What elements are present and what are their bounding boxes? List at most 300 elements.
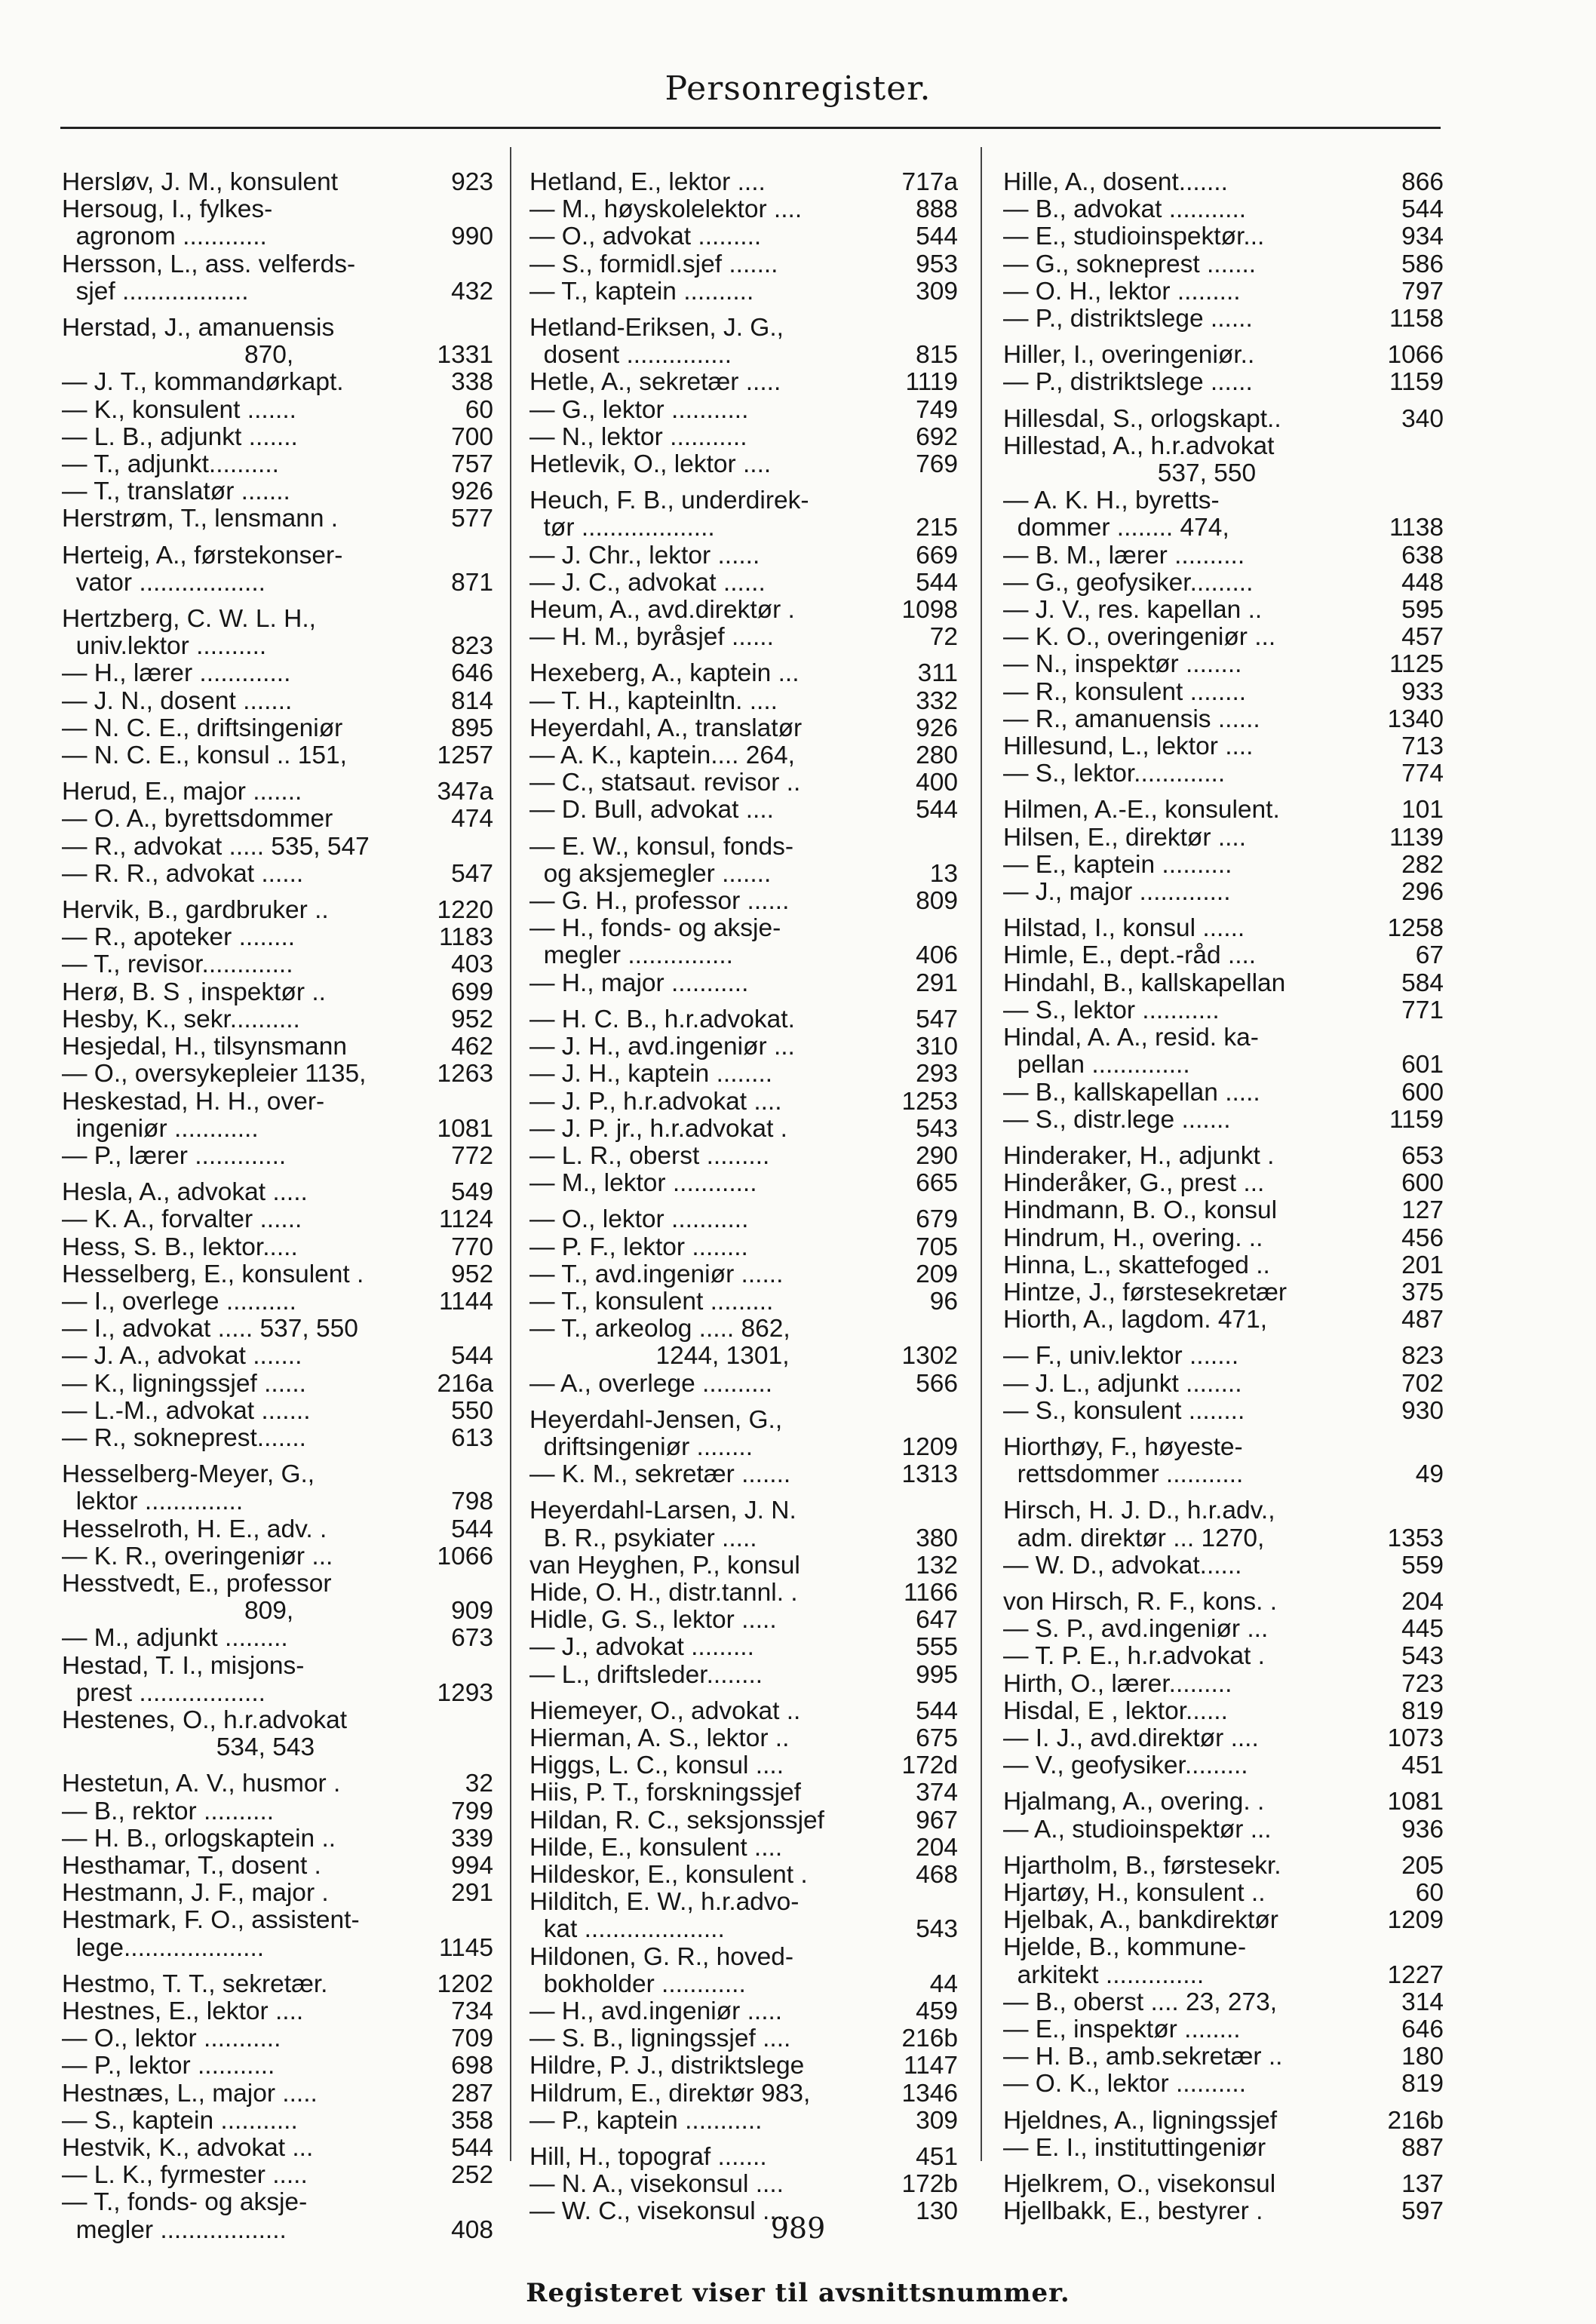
entry-number: 1183 xyxy=(438,923,493,952)
entry-number: 601 xyxy=(1401,1051,1444,1079)
register-entry xyxy=(529,424,958,451)
register-entry xyxy=(529,688,958,715)
entry-text: Hetland-Eriksen, J. G., xyxy=(529,314,784,342)
entry-number: 705 xyxy=(916,1233,958,1261)
entry-text: lektor .............. xyxy=(62,1487,244,1516)
register-entry xyxy=(529,1580,958,1607)
entry-text: — M., lektor ............ xyxy=(529,1169,757,1198)
register-entry xyxy=(529,542,958,569)
entry-text: — O. A., byrettsdommer xyxy=(62,805,333,834)
register-entry xyxy=(62,478,493,505)
entry-text: — I., advokat ..... 537, 550 xyxy=(62,1315,358,1343)
register-entry xyxy=(62,861,493,888)
entry-text: — I. J., avd.direktør .... xyxy=(1003,1724,1259,1752)
register-entry xyxy=(62,223,493,250)
entry-number: 544 xyxy=(451,2134,493,2163)
entry-number: 930 xyxy=(1401,1396,1444,1425)
register-entry xyxy=(529,715,958,742)
register-entry xyxy=(529,569,958,597)
register-entry xyxy=(1003,942,1444,969)
register-entry xyxy=(1003,406,1444,433)
entry-text: — S., kaptein ........... xyxy=(62,2106,298,2135)
entry-text: Hestvik, K., advokat ... xyxy=(62,2134,314,2163)
entry-text: — R. R., advokat ...... xyxy=(62,859,304,888)
register-entry xyxy=(1003,1170,1444,1197)
entry-text: Hestmo, T. T., sekretær. xyxy=(62,1969,328,1998)
entry-number: 172b xyxy=(901,2170,958,2199)
register-entry xyxy=(529,1662,958,1689)
entry-number: 888 xyxy=(916,195,958,224)
entry-text: ingeniør ............ xyxy=(62,1114,259,1143)
entry-text: Hildeskor, E., konsulent . xyxy=(529,1860,808,1889)
register-entry xyxy=(62,1116,493,1143)
entry-text: — P., lektor ........... xyxy=(62,2052,275,2080)
register-entry xyxy=(1003,251,1444,278)
register-entry xyxy=(62,979,493,1006)
register-entry xyxy=(1003,1107,1444,1134)
entry-text: Hinderåker, G., prest ... xyxy=(1003,1169,1265,1198)
entry-number: 445 xyxy=(1401,1615,1444,1644)
entry-number: 1139 xyxy=(1389,823,1444,852)
register-entry xyxy=(1003,1398,1444,1425)
register-entry xyxy=(1003,1752,1444,1779)
entry-number: 702 xyxy=(1401,1369,1444,1398)
register-entry xyxy=(1003,1024,1444,1051)
entry-number: 926 xyxy=(451,477,493,506)
register-entry xyxy=(62,606,493,633)
entry-number: 613 xyxy=(451,1423,493,1452)
entry-text: — S., formidl.sjef ....... xyxy=(529,250,778,278)
register-entry xyxy=(1003,433,1444,460)
entry-text: Hilde, E., konsulent .... xyxy=(529,1833,783,1862)
entry-text: — S., konsulent ........ xyxy=(1003,1396,1245,1425)
register-entry xyxy=(62,742,493,769)
register-entry xyxy=(529,1525,958,1552)
entry-number: 67 xyxy=(1415,941,1444,970)
entry-text: — K., konsulent ....... xyxy=(62,395,296,424)
entry-number: 293 xyxy=(916,1060,958,1088)
entry-text: — C., statsaut. revisor .. xyxy=(529,769,801,797)
entry-text: Herø, B. S , inspektør .. xyxy=(62,978,326,1006)
entry-number: 577 xyxy=(451,505,493,533)
entry-text: 1244, 1301, xyxy=(529,1342,790,1371)
entry-text: Herstad, J., amanuensis xyxy=(62,314,335,342)
register-entry xyxy=(1003,542,1444,569)
register-entry xyxy=(1003,2071,1444,2098)
entry-text: — P., distriktslege ...... xyxy=(1003,368,1253,397)
entry-number: 375 xyxy=(1401,1278,1444,1306)
register-entry xyxy=(62,1907,493,1934)
entry-text: — J. N., dosent ....... xyxy=(62,686,293,715)
entry-text: — R., amanuensis ...... xyxy=(1003,705,1260,733)
entry-text: — N., lektor ........... xyxy=(529,422,747,451)
entry-text: — M., adjunkt ......... xyxy=(62,1624,288,1653)
register-entry xyxy=(1003,1343,1444,1370)
entry-text: Higgs, L. C., konsul .... xyxy=(529,1751,784,1780)
register-entry xyxy=(62,660,493,687)
register-entry xyxy=(529,1343,958,1370)
entry-number: 130 xyxy=(916,2197,958,2226)
register-column-2 xyxy=(529,160,958,2226)
entry-text: Hesstvedt, E., professor xyxy=(62,1569,332,1598)
entry-text: Hille, A., dosent....... xyxy=(1003,168,1228,196)
register-entry xyxy=(62,2135,493,2162)
register-entry xyxy=(529,915,958,942)
entry-number: 717a xyxy=(901,168,958,196)
register-entry xyxy=(529,1634,958,1661)
entry-text: sjef .................. xyxy=(62,277,249,305)
register-entry xyxy=(529,834,958,861)
entry-number: 770 xyxy=(451,1233,493,1261)
entry-text: — J. P., h.r.advokat .... xyxy=(529,1087,782,1116)
register-entry xyxy=(529,2144,958,2171)
register-entry xyxy=(529,1889,958,1916)
register-entry xyxy=(62,1653,493,1680)
register-entry xyxy=(62,342,493,369)
entry-text: Hinna, L., skattefoged .. xyxy=(1003,1251,1270,1279)
entry-number: 358 xyxy=(451,2106,493,2135)
register-entry xyxy=(1003,1051,1444,1079)
entry-number: 457 xyxy=(1401,623,1444,652)
register-entry xyxy=(529,1998,958,2025)
register-entry xyxy=(62,633,493,660)
entry-number: 595 xyxy=(1401,596,1444,625)
entry-number: 132 xyxy=(916,1551,958,1580)
entry-text: Hess, S. B., lektor..... xyxy=(62,1233,298,1261)
entry-text: — T., konsulent ......... xyxy=(529,1287,774,1316)
register-entry xyxy=(62,424,493,451)
register-entry xyxy=(529,2171,958,2198)
register-entry xyxy=(1003,487,1444,514)
register-entry xyxy=(62,1206,493,1233)
register-entry xyxy=(62,1625,493,1652)
entry-text: Hetlevik, O., lektor .... xyxy=(529,450,772,479)
entry-text: — J. L., adjunkt ........ xyxy=(1003,1369,1242,1398)
header-rule xyxy=(60,127,1441,129)
entry-text: — H. M., byråsjef ...... xyxy=(529,623,774,652)
entry-number: 692 xyxy=(916,422,958,451)
register-entry xyxy=(1003,970,1444,997)
entry-text: megler ............... xyxy=(529,941,733,970)
entry-number: 1346 xyxy=(901,2079,958,2108)
entry-text: 537, 550 xyxy=(1003,459,1257,488)
register-entry xyxy=(62,542,493,569)
entry-text: — E., kaptein .......... xyxy=(1003,850,1232,879)
register-entry xyxy=(529,624,958,651)
entry-text: — B., rektor .......... xyxy=(62,1797,275,1825)
entry-text: 809, xyxy=(62,1597,294,1626)
register-entry xyxy=(62,924,493,951)
entry-text: Hjellbakk, E., bestyrer . xyxy=(1003,2197,1263,2226)
entry-number: 314 xyxy=(1401,1988,1444,2016)
entry-number: 819 xyxy=(1401,1696,1444,1725)
entry-number: 1353 xyxy=(1387,1524,1444,1552)
entry-text: Hestenes, O., h.r.advokat xyxy=(62,1705,348,1734)
register-entry xyxy=(62,369,493,396)
entry-text: — J., major ............. xyxy=(1003,878,1231,907)
entry-number: 309 xyxy=(916,2106,958,2135)
entry-text: — P., kaptein ........... xyxy=(529,2106,763,2135)
register-entry xyxy=(529,514,958,542)
register-entry xyxy=(62,1680,493,1707)
register-entry xyxy=(62,897,493,924)
register-entry xyxy=(529,597,958,624)
register-entry xyxy=(1003,1616,1444,1643)
register-entry xyxy=(1003,305,1444,333)
entry-text: — T. P. E., h.r.advokat . xyxy=(1003,1642,1265,1671)
entry-text: Hervik, B., gardbruker .. xyxy=(62,896,329,925)
entry-text: Hjeldnes, A., ligningssjef xyxy=(1003,2106,1278,2135)
register-entry xyxy=(1003,1643,1444,1670)
register-entry xyxy=(62,1061,493,1088)
register-entry xyxy=(1003,1934,1444,1961)
entry-number: 201 xyxy=(1401,1251,1444,1279)
entry-text: — K., ligningssjef ...... xyxy=(62,1369,306,1398)
entry-text: Himle, E., dept.-råd .... xyxy=(1003,941,1257,970)
register-entry xyxy=(529,1088,958,1116)
entry-text: — P., lærer ............. xyxy=(62,1141,287,1170)
entry-number: 646 xyxy=(451,659,493,688)
register-entry xyxy=(62,1288,493,1316)
entry-number: 1119 xyxy=(905,368,958,397)
register-entry xyxy=(1003,706,1444,733)
entry-text: Hildrum, E., direktør 983, xyxy=(529,2079,811,2108)
entry-text: Hertzberg, C. W. L. H., xyxy=(62,605,316,634)
entry-number: 926 xyxy=(916,714,958,742)
register-entry xyxy=(62,1371,493,1398)
entry-number: 309 xyxy=(916,277,958,305)
entry-text: Hestmann, J. F., major . xyxy=(62,1879,329,1908)
entry-number: 814 xyxy=(451,686,493,715)
entry-text: — R., konsulent ........ xyxy=(1003,677,1247,706)
entry-text: — S., lektor ........... xyxy=(1003,996,1220,1024)
entry-number: 675 xyxy=(916,1724,958,1752)
entry-text: — R., apoteker ........ xyxy=(62,923,296,952)
register-entry xyxy=(529,861,958,888)
entry-text: Hierman, A. S., lektor .. xyxy=(529,1724,790,1752)
entry-number: 549 xyxy=(451,1178,493,1207)
entry-text: agronom ............ xyxy=(62,223,267,251)
register-entry xyxy=(1003,1989,1444,2016)
register-entry xyxy=(62,1343,493,1370)
entry-text: — M., høyskolelektor .... xyxy=(529,195,803,224)
register-entry xyxy=(529,942,958,969)
register-entry xyxy=(529,1944,958,1971)
entry-text: — L. B., adjunkt ....... xyxy=(62,422,298,451)
entry-text: — K. A., forvalter ...... xyxy=(62,1205,302,1234)
entry-text: Hinderaker, H., adjunkt . xyxy=(1003,1141,1275,1170)
entry-text: — G., geofysiker......... xyxy=(1003,568,1254,597)
register-entry xyxy=(1003,624,1444,651)
entry-text: — J., advokat ......... xyxy=(529,1633,754,1662)
entry-text: Hisdal, E , lektor...... xyxy=(1003,1696,1228,1725)
entry-number: 280 xyxy=(916,741,958,770)
entry-number: 180 xyxy=(1401,2043,1444,2071)
register-entry xyxy=(529,2052,958,2080)
entry-text: Hjartøy, H., konsulent .. xyxy=(1003,1878,1266,1907)
register-entry xyxy=(529,1607,958,1634)
entry-number: 799 xyxy=(451,1797,493,1825)
register-entry xyxy=(1003,797,1444,824)
register-entry xyxy=(529,487,958,514)
register-entry xyxy=(1003,1143,1444,1170)
entry-text: Hjalmang, A., overing. . xyxy=(1003,1788,1265,1816)
register-entry xyxy=(1003,1962,1444,1989)
entry-text: — G. H., professor ...... xyxy=(529,887,790,916)
entry-number: 287 xyxy=(451,2079,493,2108)
register-entry xyxy=(529,2025,958,2052)
entry-text: Hiller, I., overingeniør.. xyxy=(1003,341,1255,370)
entry-number: 137 xyxy=(1401,2170,1444,2199)
register-entry xyxy=(1003,997,1444,1024)
register-entry xyxy=(1003,1725,1444,1752)
register-entry xyxy=(62,278,493,305)
register-entry xyxy=(62,2080,493,2108)
entry-text: Hestnes, E., lektor .... xyxy=(62,1997,304,2025)
entry-number: 566 xyxy=(916,1369,958,1398)
entry-text: — A., studioinspektør ... xyxy=(1003,1815,1272,1844)
entry-number: 700 xyxy=(451,422,493,451)
entry-number: 895 xyxy=(451,714,493,742)
entry-text: — J. V., res. kapellan .. xyxy=(1003,596,1263,625)
register-entry xyxy=(62,1971,493,1998)
register-entry xyxy=(1003,460,1444,487)
entry-text: adm. direktør ... 1270, xyxy=(1003,1524,1265,1552)
entry-number: 474 xyxy=(451,805,493,834)
register-entry xyxy=(1003,852,1444,879)
entry-number: 990 xyxy=(451,223,493,251)
entry-text: Hirsch, H. J. D., h.r.adv., xyxy=(1003,1497,1275,1525)
entry-text: — T. H., kapteinltn. .... xyxy=(529,686,778,715)
entry-number: 1144 xyxy=(438,1287,493,1316)
entry-text: — P., distriktslege ...... xyxy=(1003,305,1253,333)
entry-text: — T., avd.ingeniør ...... xyxy=(529,1260,784,1288)
entry-text: — J. H., avd.ingeniør ... xyxy=(529,1033,795,1061)
register-entry xyxy=(62,1880,493,1907)
entry-number: 544 xyxy=(1401,195,1444,224)
entry-number: 1066 xyxy=(437,1542,493,1570)
register-entry xyxy=(62,778,493,806)
entry-number: 665 xyxy=(916,1169,958,1198)
entry-text: Herteig, A., førstekonser- xyxy=(62,541,343,569)
register-entry xyxy=(62,1316,493,1343)
entry-number: 13 xyxy=(929,859,958,888)
entry-number: 380 xyxy=(916,1524,958,1552)
entry-text: Hesselberg-Meyer, G., xyxy=(62,1460,315,1489)
entry-number: 584 xyxy=(1401,969,1444,997)
entry-text: megler .................. xyxy=(62,2215,287,2244)
entry-number: 1158 xyxy=(1389,305,1444,333)
entry-number: 291 xyxy=(451,1879,493,1908)
register-entry xyxy=(62,1935,493,1962)
register-entry xyxy=(1003,1306,1444,1334)
entry-text: Hiemeyer, O., advokat .. xyxy=(529,1696,801,1725)
entry-text: — O., lektor ........... xyxy=(62,2025,281,2053)
register-entry xyxy=(529,1234,958,1261)
register-entry xyxy=(529,2108,958,2135)
entry-text: — K. O., overingeniør ... xyxy=(1003,623,1276,652)
entry-number: 723 xyxy=(1401,1669,1444,1698)
register-entry xyxy=(529,1261,958,1288)
register-entry xyxy=(529,1006,958,1033)
entry-number: 1125 xyxy=(1389,650,1444,679)
register-entry xyxy=(62,834,493,861)
entry-text: — T., revisor............. xyxy=(62,950,293,979)
entry-text: rettsdommer ........... xyxy=(1003,1460,1244,1489)
entry-number: 1293 xyxy=(437,1678,493,1707)
entry-number: 215 xyxy=(916,514,958,542)
entry-number: 638 xyxy=(1401,541,1444,569)
entry-number: 555 xyxy=(916,1633,958,1662)
entry-number: 1263 xyxy=(437,1060,493,1088)
register-entry xyxy=(62,1488,493,1515)
entry-text: — B., kallskapellan ..... xyxy=(1003,1078,1260,1107)
entry-number: 1209 xyxy=(901,1432,958,1461)
entry-text: — J. H., kaptein ........ xyxy=(529,1060,773,1088)
entry-text: — G., lektor ........... xyxy=(529,395,749,424)
entry-text: Hide, O. H., distr.tannl. . xyxy=(529,1578,798,1607)
entry-number: 544 xyxy=(451,1515,493,1543)
register-entry xyxy=(529,1725,958,1752)
register-entry xyxy=(62,569,493,597)
entry-number: 544 xyxy=(916,796,958,824)
entry-text: — T., kaptein .......... xyxy=(529,277,754,305)
entry-text: — S. P., avd.ingeniør ... xyxy=(1003,1615,1269,1644)
register-entry xyxy=(529,1143,958,1170)
entry-number: 462 xyxy=(451,1033,493,1061)
register-entry xyxy=(62,1398,493,1425)
entry-text: — E., studioinspektør... xyxy=(1003,223,1265,251)
entry-number: 823 xyxy=(451,632,493,661)
register-entry xyxy=(1003,651,1444,678)
entry-number: 456 xyxy=(1401,1223,1444,1252)
entry-text: bokholder ............ xyxy=(529,1969,746,1998)
entry-text: von Hirsch, R. F., kons. . xyxy=(1003,1587,1278,1616)
entry-text: — N. C. E., konsul .. 151, xyxy=(62,741,347,770)
register-entry xyxy=(1003,1079,1444,1107)
entry-text: Hilsen, E., direktør .... xyxy=(1003,823,1247,852)
entry-text: — O. H., lektor ......... xyxy=(1003,277,1241,305)
entry-text: Heuch, F. B., underdirek- xyxy=(529,487,809,515)
register-entry xyxy=(1003,1552,1444,1580)
register-entry xyxy=(1003,2135,1444,2162)
entry-text: Hetland, E., lektor .... xyxy=(529,168,766,196)
entry-number: 216b xyxy=(901,2025,958,2053)
register-entry xyxy=(529,315,958,342)
entry-text: arkitekt .............. xyxy=(1003,1960,1205,1989)
entry-text: — F., univ.lektor ....... xyxy=(1003,1342,1239,1371)
entry-number: 586 xyxy=(1401,250,1444,278)
register-entry xyxy=(1003,169,1444,196)
register-entry xyxy=(529,1807,958,1834)
entry-number: 44 xyxy=(929,1969,958,1998)
entry-text: Hjelde, B., kommune- xyxy=(1003,1933,1247,1962)
register-column-1 xyxy=(62,160,493,2244)
register-entry xyxy=(62,1261,493,1288)
entry-text: — H., lærer ............. xyxy=(62,659,291,688)
register-entry xyxy=(1003,196,1444,223)
entry-number: 749 xyxy=(916,395,958,424)
register-entry xyxy=(529,769,958,797)
entry-text: Hillesund, L., lektor .... xyxy=(1003,732,1254,761)
entry-number: 871 xyxy=(451,568,493,597)
register-entry xyxy=(62,2052,493,2080)
entry-number: 772 xyxy=(451,1141,493,1170)
entry-number: 1145 xyxy=(438,1933,493,1962)
entry-number: 205 xyxy=(1401,1851,1444,1880)
register-entry xyxy=(1003,1225,1444,1252)
register-entry xyxy=(1003,1497,1444,1524)
